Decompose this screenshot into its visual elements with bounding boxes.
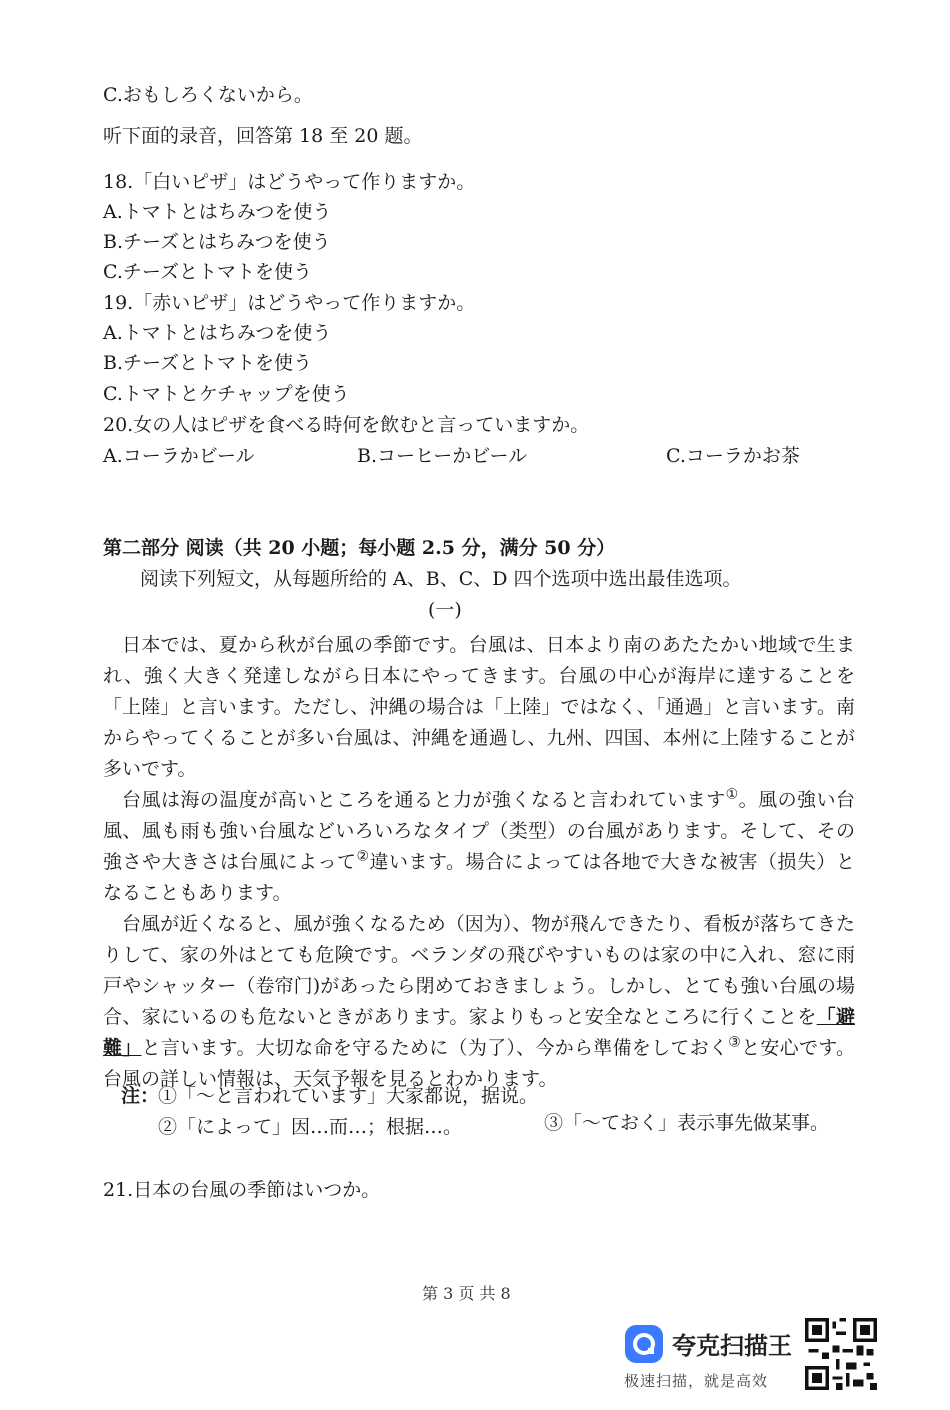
footnote-marker-1: ① [725,786,739,803]
footnote-marker-2: ② [356,848,370,865]
q19-option-c: C.トマトとケチャップを使う [103,383,350,405]
q20-option-a: A.コーラかビール [103,445,255,467]
passage-body [103,630,855,1095]
q20-option-b: B.コーヒーかビール [357,445,528,467]
q18-option-c: C.チーズとトマトを使う [103,261,312,283]
paragraph-1: 日本では、夏から秋が台風の季節です。台風は、日本より南のあたたかい地域で生まれ、強く大きく発達しながら日本にやってきます。台風の中心が海岸に達することを「上陸」と言います。ただし、沖縄の場合は「上陸」ではなく、「通過」と言います。南からやってくることが多い台風は、沖縄を通過し、九州、四国、本州に上陸することが多いです。 [103,634,855,780]
reading-instruction: 阅读下列短文，从每题所给的 A、B、C、D 四个选项中选出最佳选项。 [140,568,742,590]
scanner-slogan: 极速扫描，就是高效 [624,1372,769,1390]
qr-code-icon [805,1318,877,1390]
q20-option-c: C.コーラかお茶 [666,445,800,467]
listening-instruction: 听下面的录音，回答第 18 至 20 题。 [103,125,423,147]
passage-number: (一) [428,599,462,621]
scanner-brand: 夸克扫描王 [672,1332,792,1360]
q19-option-a: A.トマトとはちみつを使う [103,322,332,344]
scanner-logo-icon [624,1324,664,1364]
q18-question: 18.「白いピザ」はどうやって作りますか。 [103,171,476,193]
q19-option-b: B.チーズとトマトを使う [103,352,313,374]
page-footer: 第 3 页 共 8 [422,1284,511,1303]
q18-option-b: B.チーズとはちみつを使う [103,231,331,253]
option-c-prev: C.おもしろくないから。 [103,84,313,106]
note-2: ②「によって」因…而…；根据…。 [158,1116,463,1138]
paragraph-3: 台風が近くなると、風が強くなるため（因为）、物が飛んできたり、看板が落ちてきたりして、家の外はとても危険です。ベランダの飛びやすいものは家の中に入れ、窓に雨戸やシャッター（卷帘门)があったら閉めておきましょう。しかし、とても強い台風の場合、家にいるのも危ないときがあります。家よりもっと安全なところに行くことを「避難」と言います。大切な命を守るために（为了）、今から準備をしておく③と安心です。台風の詳しい情報は、天気予報を見るとわかります。 [103,913,855,1090]
q18-option-a: A.トマトとはちみつを使う [103,201,332,223]
underlined-term: 「避難」 [103,1006,855,1059]
note-1: ①「～と言われています」大家都说，据说。 [158,1085,539,1107]
q21-question: 21.日本の台風の季節はいつか。 [103,1179,381,1201]
paragraph-2: 台風は海の温度が高いところを通ると力が強くなると言われています①。風の強い台風、風も雨も強い台風などいろいろなタイプ（类型）の台風があります。そして、その強さや大きさは台風によって②違います。場合によっては各地で大きな被害（损失）となることもあります。 [103,786,855,904]
scanner-watermark [622,1320,802,1392]
section-title: 第二部分 阅读（共 20 小题；每小题 2.5 分，满分 50 分） [103,537,616,559]
footnote-marker-3: ③ [728,1034,742,1051]
note-label: 注： [121,1085,160,1107]
q20-question: 20.女の人はピザを食べる時何を飲むと言っていますか。 [103,414,590,436]
note-3: ③「～ておく」表示事先做某事。 [544,1112,830,1134]
q19-question: 19.「赤いピザ」はどうやって作りますか。 [103,292,476,314]
